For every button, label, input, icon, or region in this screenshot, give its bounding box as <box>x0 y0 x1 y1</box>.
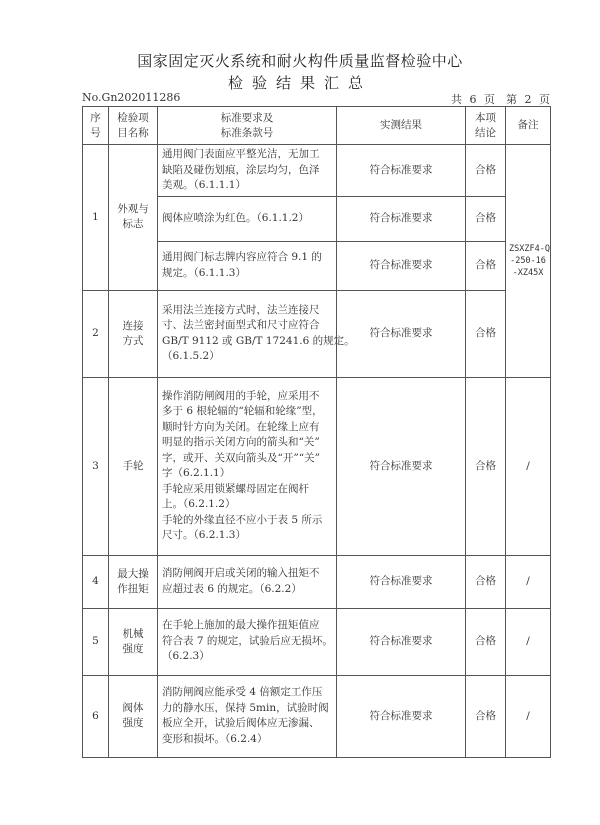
table-row <box>83 608 551 675</box>
requirement-text: 操作消防闸阀用的手轮，应采用不 <box>162 389 320 402</box>
header-item-name-text: 检验项目名称 <box>117 111 149 139</box>
result-cell: 符合标准要求 <box>337 145 466 197</box>
item-name-cell <box>109 290 158 377</box>
requirement-cell <box>158 145 337 197</box>
header-result <box>337 107 466 145</box>
item-name-text: 外观与 <box>117 203 149 216</box>
document-title: 国家固定灭火系统和耐火构件质量监督检验中心 <box>137 52 463 70</box>
requirement-text: 手轮的外缘直径不应小于表 5 所示 <box>162 513 323 526</box>
result-cell: 符合标准要求 <box>337 675 466 757</box>
requirement-text: 通用阀门标志牌内容应符合 9.1 的 <box>162 251 322 263</box>
requirement-text: 缺陷及碰伤划痕，涂层均匀，色泽 <box>162 163 320 176</box>
item-name-cell <box>109 608 158 675</box>
header-requirement-text: 标准要求及标准条款号 <box>220 111 274 139</box>
result-cell: 符合标准要求 <box>337 290 466 377</box>
requirement-text: 消防闸阀应能承受 4 倍额定工作压 <box>162 686 323 698</box>
item-name-text: 机械 <box>122 627 144 640</box>
item-name-cell <box>109 145 158 291</box>
conclusion-cell: 合格 <box>466 675 506 757</box>
requirement-text: 字，或开、关双向箭头及“开”“关” <box>162 451 320 464</box>
requirement-text: 顺时针方向为关闭。在轮缘上应有 <box>162 420 320 433</box>
item-name-cell <box>109 675 158 757</box>
requirement-cell <box>158 555 337 608</box>
note-text: -250-16 <box>510 255 546 266</box>
requirement-cell <box>158 675 337 757</box>
header-result-text: 实测结果 <box>380 119 422 131</box>
header-conclusion <box>466 107 506 145</box>
results-table <box>82 106 551 758</box>
result-cell: 符合标准要求 <box>337 241 466 290</box>
header-note-text: 备注 <box>517 119 539 131</box>
item-name-text: 连接 <box>122 319 144 332</box>
result-cell: 符合标准要求 <box>337 555 466 608</box>
requirement-text: 在手轮上施加的最大操作扭矩值应 <box>162 619 320 632</box>
document-number: No.Gn202011286 <box>82 91 181 104</box>
note-text: ZSXZF4-Q <box>509 243 550 254</box>
seq-cell: 6 <box>83 675 109 757</box>
item-name-text: 作扭矩 <box>117 582 149 595</box>
item-name-text: 手轮 <box>122 459 144 472</box>
requirement-text: 寸、法兰密封面型式和尺寸应符合 <box>162 319 320 331</box>
item-name-text: 标志 <box>122 218 144 231</box>
note-text: -XZ45X <box>512 267 544 278</box>
conclusion-cell: 合格 <box>466 555 506 608</box>
requirement-text: （6.1.5.2） <box>162 350 220 362</box>
requirement-cell <box>158 241 337 290</box>
item-name-cell <box>109 555 158 608</box>
requirement-text: 手轮应采用锁紧螺母固定在阀杆 <box>162 482 309 495</box>
header-seq-text: 序号 <box>90 111 101 139</box>
note-cell: / <box>506 608 551 675</box>
result-cell: 符合标准要求 <box>337 196 466 241</box>
table-row <box>83 555 551 608</box>
requirement-text: 阀体应喷涂为红色。（6.1.1.2） <box>162 211 309 224</box>
table-row <box>83 675 551 757</box>
requirement-text: 通用阀门表面应平整光洁，无加工 <box>162 148 320 160</box>
requirement-cell <box>158 377 337 555</box>
requirement-text: 字（6.2.1.1） <box>162 467 231 479</box>
item-name-text: 强度 <box>122 717 144 729</box>
requirement-text: 多于 6 根轮辐的“轮辐和轮缘”型， <box>162 405 323 417</box>
note-cell: / <box>506 555 551 608</box>
requirement-text: 上。（6.2.1.2） <box>162 498 236 510</box>
header-seq <box>83 107 109 145</box>
requirement-text: （6.2.3） <box>162 650 210 663</box>
requirement-text: 板应全开，试验后阀体应无渗漏、 <box>162 717 320 729</box>
requirement-text: 符合表 7 的规定，试验后应无损坏。 <box>162 634 333 647</box>
conclusion-cell: 合格 <box>466 608 506 675</box>
conclusion-cell: 合格 <box>466 290 506 377</box>
requirement-text: 变形和损坏。（6.2.4） <box>162 732 268 745</box>
requirement-text: GB/T 9112 或 GB/T 17241.6 的规定。 <box>162 334 355 347</box>
item-name-text: 阀体 <box>122 702 144 714</box>
header-requirement <box>158 107 337 145</box>
result-cell: 符合标准要求 <box>337 377 466 555</box>
header-item-name <box>109 107 158 145</box>
header-conclusion-text: 本项结论 <box>474 111 496 139</box>
conclusion-cell: 合格 <box>466 196 506 241</box>
requirement-text: 明显的指示关闭方向的箭头和“关” <box>162 436 320 448</box>
item-name-text: 强度 <box>122 642 144 655</box>
requirement-text: 尺寸。（6.2.1.3） <box>162 529 246 541</box>
requirement-cell <box>158 290 355 377</box>
requirement-text: 应超过表 6 的规定。（6.2.2） <box>162 582 302 595</box>
item-name-text: 最大操 <box>117 567 149 580</box>
conclusion-cell: 合格 <box>466 241 506 290</box>
requirement-text: 力的静水压，保持 5min，试验时阀 <box>162 701 329 714</box>
note-cell-merged <box>506 145 551 378</box>
item-name-text: 方式 <box>122 334 144 347</box>
conclusion-cell: 合格 <box>466 377 506 555</box>
seq-cell: 1 <box>83 145 109 291</box>
requirement-text: 采用法兰连接方式时，法兰连接尺 <box>162 303 320 316</box>
document-subtitle: 检验结果汇总 <box>227 74 372 92</box>
table-row <box>83 290 551 377</box>
note-cell: / <box>506 377 551 555</box>
table-header-row <box>83 107 551 145</box>
header-note <box>506 107 551 145</box>
table-row <box>83 377 551 555</box>
item-name-cell <box>109 377 158 555</box>
note-cell: / <box>506 675 551 757</box>
requirement-cell <box>158 608 337 675</box>
requirement-text: 美观。（6.1.1.1） <box>162 179 246 191</box>
seq-cell: 5 <box>83 608 109 675</box>
seq-cell: 3 <box>83 377 109 555</box>
seq-cell: 2 <box>83 290 109 377</box>
seq-cell: 4 <box>83 555 109 608</box>
result-cell: 符合标准要求 <box>337 608 466 675</box>
requirement-text: 规定。（6.1.1.3） <box>162 266 246 279</box>
requirement-text: 消防闸阀开启或关闭的输入扭矩不 <box>162 567 320 579</box>
requirement-cell <box>158 196 337 241</box>
page-info: 共 6 页 第 2 页 <box>451 93 550 106</box>
table-row <box>83 145 551 197</box>
conclusion-cell: 合格 <box>466 145 506 197</box>
